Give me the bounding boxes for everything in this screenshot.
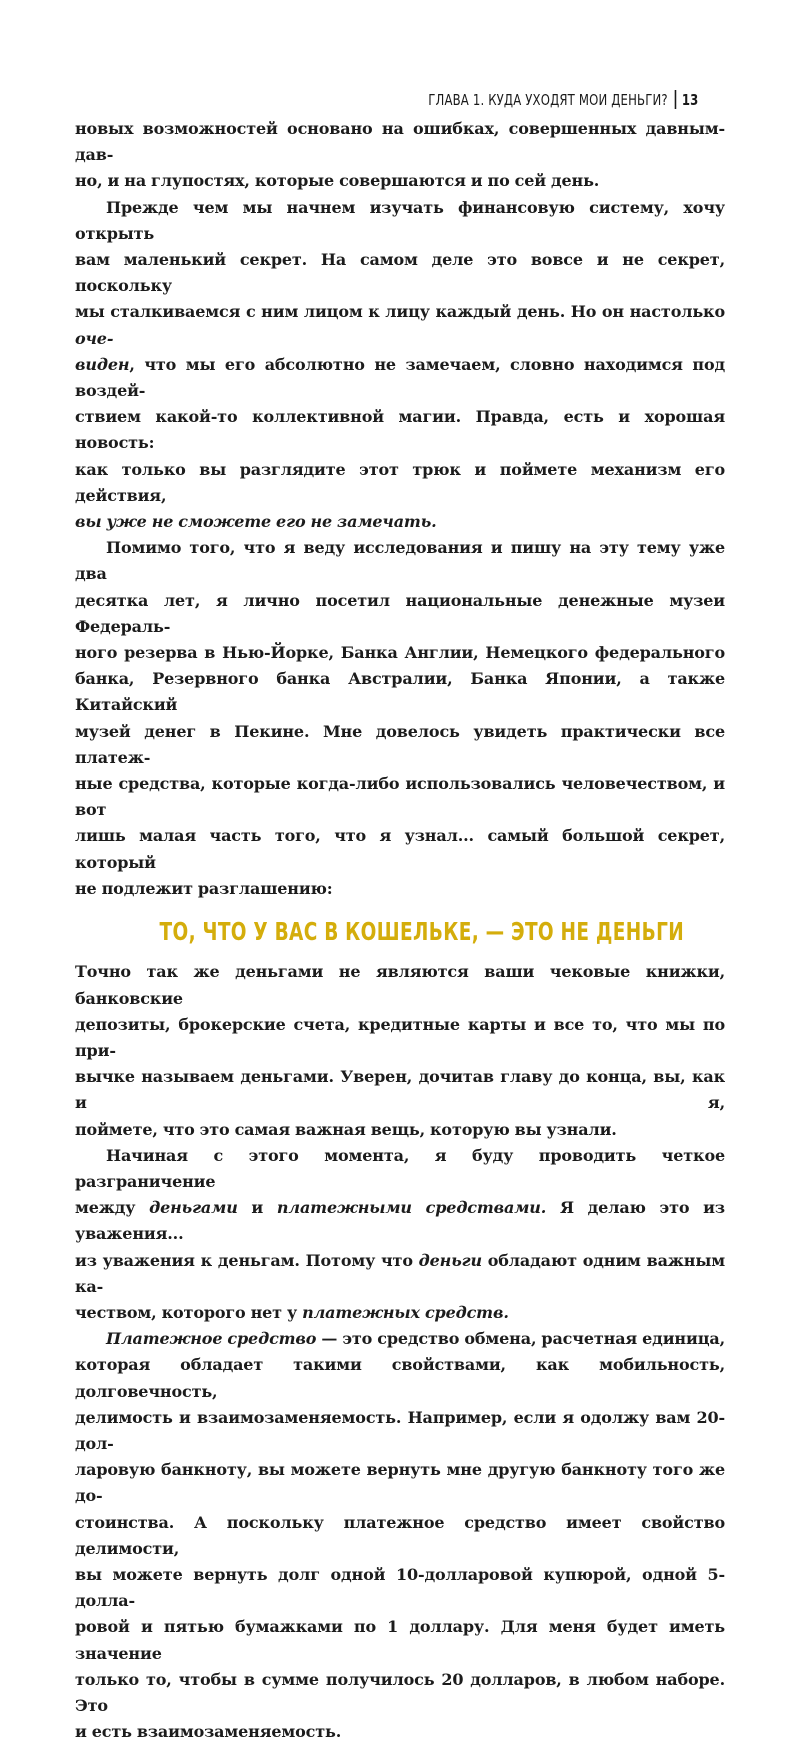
text-span: чеством, которого нет у <box>75 1302 303 1322</box>
text-line <box>75 509 725 535</box>
text-line <box>75 352 725 404</box>
text-line: вы можете вернуть долг одной 10-долларовой купюрой, одной 5-долла- <box>75 1564 725 1611</box>
text-line: новых возможностей основано на ошибках, совершенных давным-дав- <box>75 119 725 165</box>
text-span: , что мы его абсолютно не замечаем, словно находимся под воздей- <box>75 354 725 401</box>
text-span: Я делаю это из уважения... <box>75 1198 725 1244</box>
text-line: делимость и взаимозаменяемость. Например, если я одолжу вам 20-дол- <box>75 1407 725 1453</box>
text-line: но, и на глупостях, которые совершаются и по сей день. <box>75 171 600 191</box>
text-line: которая обладает такими свойствами, как мобильность, долговечность, <box>75 1355 725 1401</box>
emphasis-text: деньги <box>418 1250 482 1270</box>
body-text <box>75 116 725 1745</box>
text-line <box>75 1326 725 1352</box>
text-line: и есть взаимозаменяемость. <box>75 1722 342 1742</box>
text-line <box>75 1248 725 1300</box>
text-span: и <box>237 1198 277 1218</box>
emphasis-text: платежными средствами. <box>276 1198 547 1218</box>
text-line: ного резерва в Нью-Йорке, Банка Англии, Немецкого федерального <box>75 643 725 663</box>
text-span: мы сталкиваемся с ним лицом к лицу каждый день. Но он настолько <box>75 302 725 322</box>
text-line: как только вы разглядите этот трюк и поймете механизм его действия, <box>75 459 725 505</box>
text-span: между <box>75 1198 150 1218</box>
text-line: депозиты, брокерские счета, кредитные карты и все то, что мы по при- <box>75 1014 725 1060</box>
text-line: музей денег в Пекине. Мне довелось увидеть практически все платеж- <box>75 721 725 767</box>
text-line: десятка лет, я лично посетил национальные денежные музеи Федераль- <box>75 590 725 636</box>
emphasis-text: деньгами <box>149 1198 238 1218</box>
text-line <box>75 1195 725 1247</box>
text-line: поймете, что это самая важная вещь, которую вы узнали. <box>75 1119 617 1139</box>
text-span: обладают одним важным ка- <box>75 1250 725 1296</box>
running-head <box>428 90 698 109</box>
text-line <box>75 299 725 351</box>
chapter-title: ГЛАВА 1. КУДА УХОДЯТ МОИ ДЕНЬГИ? <box>427 90 668 109</box>
text-line: ствием какой-то коллективной магии. Правда, есть и хорошая новость: <box>75 407 725 453</box>
text-line: Начиная с этого момента, я буду проводить четкое разграничение <box>75 1145 725 1191</box>
text-line: ровой и пятью бумажками по 1 доллару. Для меня будет иметь значение <box>75 1617 725 1663</box>
text-line: банка, Резервного банка Австралии, Банка Японии, а также Китайский <box>75 669 725 715</box>
text-line: ные средства, которые когда-либо использовались человечеством, и вот <box>75 774 725 820</box>
text-line: лишь малая часть того, что я узнал... самый большой секрет, который <box>75 826 725 872</box>
text-line: вам маленький секрет. На самом деле это вовсе и не секрет, поскольку <box>75 250 725 296</box>
emphasis-text: Платежное средство <box>106 1329 317 1349</box>
text-line: Прежде чем мы начнем изучать финансовую систему, хочу открыть <box>75 197 725 243</box>
header-separator <box>674 90 676 109</box>
text-line: Точно так же деньгами не являются ваши чековые книжки, банковские <box>75 962 725 1008</box>
text-line: Помимо того, что я веду исследования и пишу на эту тему уже два <box>75 538 725 584</box>
text-span: из уважения к деньгам. Потому что <box>75 1250 419 1270</box>
text-line: ларовую банкноту, вы можете вернуть мне другую банкноту того же до- <box>75 1460 725 1506</box>
text-line: не подлежит разглашению: <box>75 878 333 898</box>
text-line: стоинства. А поскольку платежное средство имеет свойство делимости, <box>75 1512 725 1558</box>
emphasis-text: вы уже не сможете его не замечать. <box>75 512 437 532</box>
emphasis-text: платежных средств. <box>302 1302 509 1322</box>
text-line: только то, чтобы в сумме получилось 20 долларов, в любом наборе. Это <box>75 1669 725 1715</box>
text-line: вычке называем деньгами. Уверен, дочитав главу до конца, вы, как и я, <box>75 1067 725 1113</box>
text-span: — это средство обмена, расчетная единица, <box>316 1329 725 1349</box>
emphasis-text: оче- <box>75 328 114 348</box>
section-heading: ТО, ЧТО У ВАС В КОШЕЛЬКЕ, — ЭТО НЕ ДЕНЬГИ <box>159 917 685 947</box>
emphasis-text: виден <box>75 354 130 374</box>
page-number: 13 <box>681 90 698 109</box>
text-line <box>75 1300 725 1326</box>
